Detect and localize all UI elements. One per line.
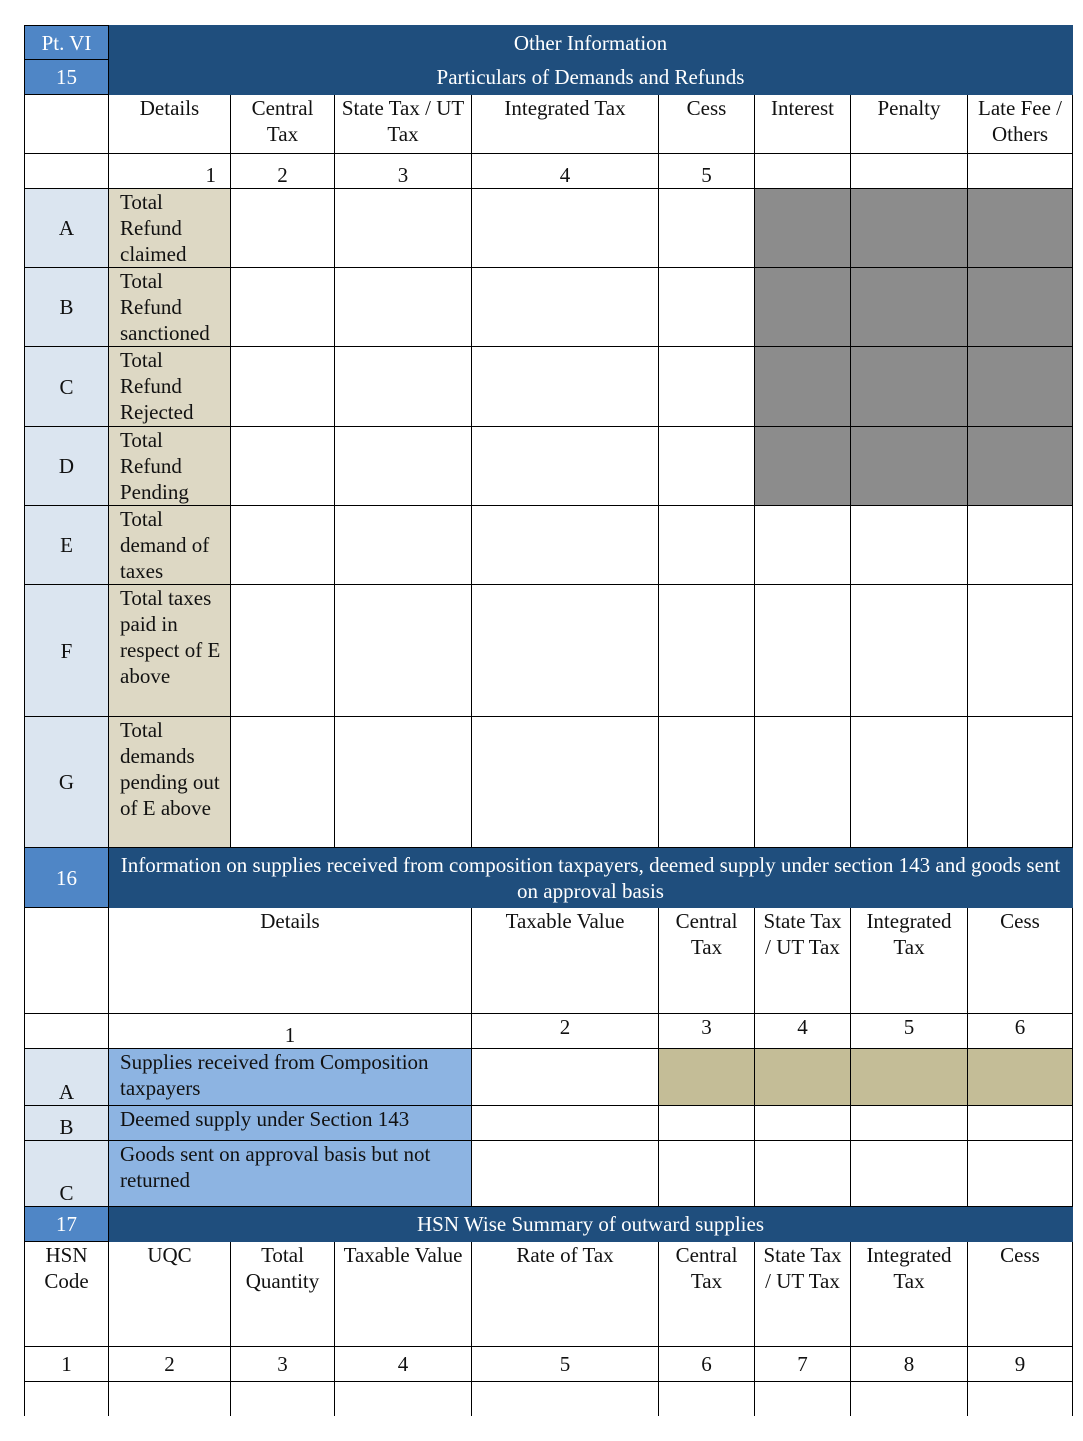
col-header-state-tax: State Tax / UT Tax: [755, 1242, 851, 1347]
input-cell[interactable]: [659, 717, 755, 848]
row-key: C: [25, 347, 109, 427]
col-number: 1: [25, 1347, 109, 1382]
col-header-rate-of-tax: Rate of Tax: [472, 1242, 659, 1347]
input-cell[interactable]: [25, 1382, 109, 1416]
input-cell[interactable]: [109, 1382, 231, 1416]
row-label-taxes-paid: Total taxes paid in respect of E above: [109, 585, 231, 717]
input-cell[interactable]: [851, 585, 968, 717]
row-key: A: [25, 1049, 109, 1106]
disabled-cell: [755, 268, 851, 347]
row-label-refund-sanctioned: Total Refund sanctioned: [109, 268, 231, 347]
disabled-cell: [755, 427, 851, 506]
col-number: 5: [472, 1347, 659, 1382]
col-number: 3: [659, 1014, 755, 1049]
disabled-cell: [851, 268, 968, 347]
input-cell[interactable]: [659, 347, 755, 427]
row-label-refund-rejected: Total Refund Rejected: [109, 347, 231, 427]
col-header-taxable-value: Taxable Value: [335, 1242, 472, 1347]
disabled-cell: [968, 427, 1073, 506]
input-cell[interactable]: [968, 1106, 1073, 1141]
part-label: Pt. VI: [25, 26, 109, 60]
section-16-title: Information on supplies received from composition taxpayers, deemed supply under section 143 and goods sent on approval basis: [109, 848, 1073, 908]
col-number: 3: [335, 154, 472, 189]
col-header-details: Details: [109, 908, 472, 1014]
input-cell[interactable]: [659, 585, 755, 717]
section-16-number: 16: [25, 848, 109, 908]
input-cell[interactable]: [755, 1141, 851, 1207]
col-header-central-tax: Central Tax: [659, 1242, 755, 1347]
col-header-late-fee: Late Fee / Others: [968, 95, 1073, 154]
input-cell[interactable]: [231, 189, 335, 268]
disabled-cell: [755, 1049, 851, 1106]
col-number: 5: [851, 1014, 968, 1049]
disabled-cell: [968, 189, 1073, 268]
col-header-cess: Cess: [968, 908, 1073, 1014]
row-label-composition-supplies: Supplies received from Composition taxpayers: [109, 1049, 472, 1106]
row-key: B: [25, 268, 109, 347]
col-number: 7: [755, 1347, 851, 1382]
input-cell[interactable]: [472, 585, 659, 717]
row-key: G: [25, 717, 109, 848]
input-cell[interactable]: [851, 1106, 968, 1141]
row-label-demand-of-taxes: Total demand of taxes: [109, 506, 231, 585]
col-header-state-tax: State Tax / UT Tax: [755, 908, 851, 1014]
col-number: 4: [755, 1014, 851, 1049]
input-cell[interactable]: [659, 268, 755, 347]
disabled-cell: [851, 347, 968, 427]
col-number: 3: [231, 1347, 335, 1382]
input-cell[interactable]: [472, 427, 659, 506]
input-cell[interactable]: [335, 506, 472, 585]
input-cell[interactable]: [472, 717, 659, 848]
input-cell[interactable]: [335, 717, 472, 848]
input-cell[interactable]: [231, 1382, 335, 1416]
input-cell[interactable]: [231, 268, 335, 347]
disabled-cell: [755, 189, 851, 268]
disabled-cell: [968, 347, 1073, 427]
input-cell[interactable]: [755, 585, 851, 717]
disabled-cell: [659, 1049, 755, 1106]
input-cell[interactable]: [755, 1382, 851, 1416]
input-cell[interactable]: [659, 1141, 755, 1207]
input-cell[interactable]: [851, 1382, 968, 1416]
colno-blank: [851, 154, 968, 189]
input-cell[interactable]: [231, 427, 335, 506]
col-header-uqc: UQC: [109, 1242, 231, 1347]
input-cell[interactable]: [472, 1106, 659, 1141]
col-header-taxable-value: Taxable Value: [472, 908, 659, 1014]
input-cell[interactable]: [231, 506, 335, 585]
col-number: 2: [472, 1014, 659, 1049]
col-header-penalty: Penalty: [851, 95, 968, 154]
row-label-approval-basis: Goods sent on approval basis but not returned: [109, 1141, 472, 1207]
row-label-refund-claimed: Total Refund claimed: [109, 189, 231, 268]
input-cell[interactable]: [851, 506, 968, 585]
col-number: 8: [851, 1347, 968, 1382]
col-header-integrated-tax: Integrated Tax: [851, 1242, 968, 1347]
section-17-number: 17: [25, 1207, 109, 1242]
col-header-state-tax: State Tax / UT Tax: [335, 95, 472, 154]
row-label-deemed-supply: Deemed supply under Section 143: [109, 1106, 472, 1141]
section-15-title: Particulars of Demands and Refunds: [109, 60, 1073, 95]
row-key: F: [25, 585, 109, 717]
gstr9-part6-form: [24, 25, 1073, 1416]
input-cell[interactable]: [659, 1382, 755, 1416]
colno-blank: [25, 154, 109, 189]
col-number: 6: [968, 1014, 1073, 1049]
col-number: 9: [968, 1347, 1073, 1382]
input-cell[interactable]: [335, 427, 472, 506]
input-cell[interactable]: [472, 1141, 659, 1207]
input-cell[interactable]: [472, 1049, 659, 1106]
disabled-cell: [851, 189, 968, 268]
row-key: E: [25, 506, 109, 585]
input-cell[interactable]: [968, 585, 1073, 717]
col-header-total-quantity: Total Quantity: [231, 1242, 335, 1347]
input-cell[interactable]: [472, 506, 659, 585]
row-label-demands-pending: Total demands pending out of E above: [109, 717, 231, 848]
header-blank: [25, 908, 109, 1014]
col-number: 4: [335, 1347, 472, 1382]
col-header-details: Details: [109, 95, 231, 154]
input-cell[interactable]: [472, 268, 659, 347]
col-number: 1: [109, 1014, 472, 1049]
input-cell[interactable]: [231, 585, 335, 717]
input-cell[interactable]: [231, 347, 335, 427]
input-cell[interactable]: [851, 717, 968, 848]
input-cell[interactable]: [335, 585, 472, 717]
col-header-integrated-tax: Integrated Tax: [472, 95, 659, 154]
input-cell[interactable]: [335, 268, 472, 347]
disabled-cell: [851, 427, 968, 506]
input-cell[interactable]: [755, 1106, 851, 1141]
colno-blank: [968, 154, 1073, 189]
input-cell[interactable]: [659, 1106, 755, 1141]
part-title: Other Information: [109, 26, 1073, 60]
disabled-cell: [968, 1049, 1073, 1106]
col-header-central-tax: Central Tax: [659, 908, 755, 1014]
col-number: 2: [231, 154, 335, 189]
input-cell[interactable]: [968, 717, 1073, 848]
row-key: D: [25, 427, 109, 506]
col-number: 5: [659, 154, 755, 189]
header-blank: [25, 95, 109, 154]
input-cell[interactable]: [968, 506, 1073, 585]
input-cell[interactable]: [231, 717, 335, 848]
input-cell[interactable]: [968, 1141, 1073, 1207]
input-cell[interactable]: [659, 189, 755, 268]
input-cell[interactable]: [335, 347, 472, 427]
disabled-cell: [755, 347, 851, 427]
input-cell[interactable]: [755, 717, 851, 848]
col-header-interest: Interest: [755, 95, 851, 154]
input-cell[interactable]: [472, 189, 659, 268]
row-label-refund-pending: Total Refund Pending: [109, 427, 231, 506]
input-cell[interactable]: [472, 347, 659, 427]
col-number: 1: [109, 154, 231, 189]
input-cell[interactable]: [755, 506, 851, 585]
col-number: 4: [472, 154, 659, 189]
input-cell[interactable]: [659, 427, 755, 506]
col-header-hsn-code: HSN Code: [25, 1242, 109, 1347]
row-key: C: [25, 1141, 109, 1207]
section-15-number: 15: [25, 60, 109, 95]
col-number: 6: [659, 1347, 755, 1382]
colno-blank: [25, 1014, 109, 1049]
col-header-cess: Cess: [968, 1242, 1073, 1347]
col-header-central-tax: Central Tax: [231, 95, 335, 154]
input-cell[interactable]: [851, 1141, 968, 1207]
col-header-integrated-tax: Integrated Tax: [851, 908, 968, 1014]
disabled-cell: [851, 1049, 968, 1106]
row-key: A: [25, 189, 109, 268]
input-cell[interactable]: [335, 189, 472, 268]
input-cell[interactable]: [968, 1382, 1073, 1416]
col-number: 2: [109, 1347, 231, 1382]
input-cell[interactable]: [472, 1382, 659, 1416]
col-header-cess: Cess: [659, 95, 755, 154]
section-17-title: HSN Wise Summary of outward supplies: [109, 1207, 1073, 1242]
colno-blank: [755, 154, 851, 189]
input-cell[interactable]: [335, 1382, 472, 1416]
input-cell[interactable]: [659, 506, 755, 585]
row-key: B: [25, 1106, 109, 1141]
disabled-cell: [968, 268, 1073, 347]
